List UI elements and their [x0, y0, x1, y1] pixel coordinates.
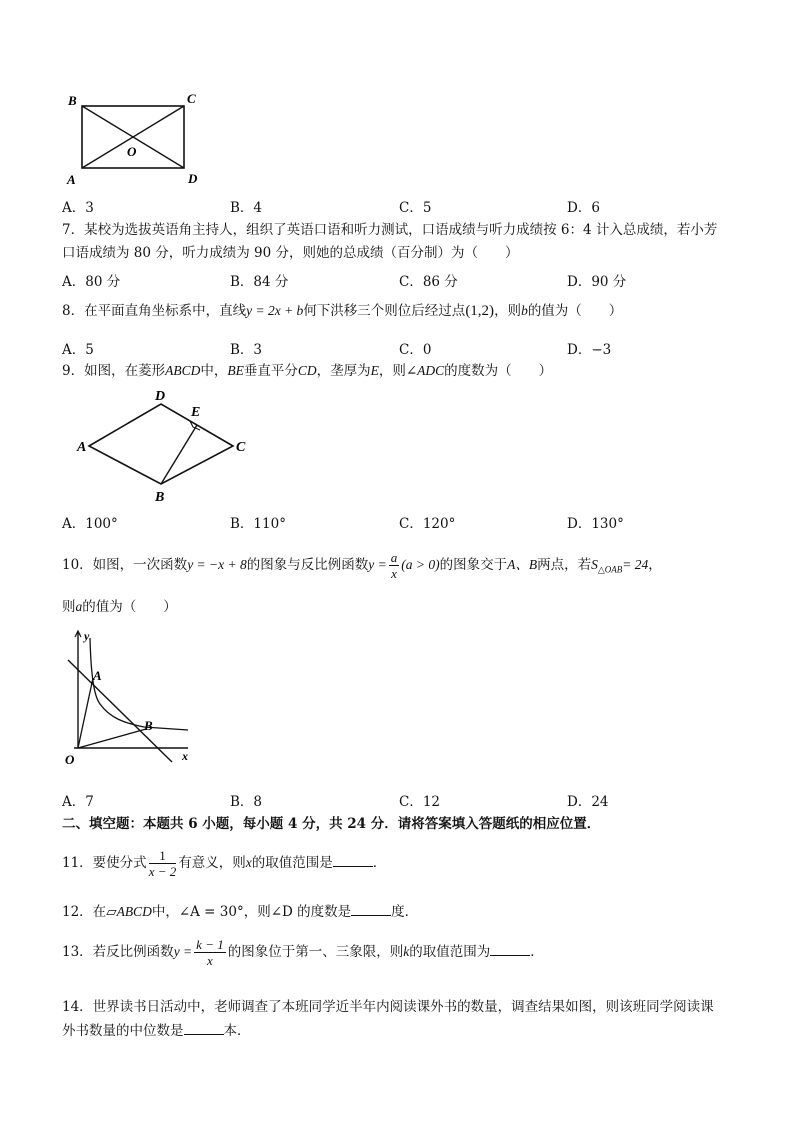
q8-pre: 8．在平面直角坐标系中，直线	[62, 303, 247, 319]
q9-be: BE	[227, 363, 244, 378]
q12-end: 度．	[391, 904, 419, 920]
q7-line2: 口语成绩为 80 分，听力成绩为 90 分，则她的总成绩（百分制）为（ ）	[62, 245, 519, 261]
q10-option-a[interactable]: A．7	[62, 794, 94, 810]
q9-mid2: 垂直平分	[243, 363, 298, 379]
q10-frac-den: x	[391, 566, 397, 581]
q10-line2-post: 的值为（ ）	[82, 599, 177, 615]
q10-line2-var: a	[75, 599, 83, 614]
q9-mid1: 中，	[200, 363, 228, 379]
q7-option-d[interactable]: D．90 分	[567, 274, 627, 290]
q13-answer-blank[interactable]	[490, 943, 530, 956]
q13-fraction	[194, 937, 226, 968]
q11-mid: 有意义，则	[178, 855, 246, 871]
q11-fraction	[149, 848, 177, 879]
q13-pre: 13．若反比例函数	[62, 944, 174, 960]
q9-e: E	[370, 363, 379, 378]
origin-label-o: O	[65, 752, 75, 767]
q10-stem	[62, 548, 662, 587]
vertex-label-b: B	[155, 490, 165, 505]
q8-var: b	[521, 303, 528, 318]
q9-pre: 9．如图，在菱形	[62, 363, 166, 379]
q11-frac-den: x − 2	[148, 864, 177, 879]
point-label-e: E	[191, 405, 201, 420]
vertex-label-d: D	[155, 389, 166, 404]
q12-answer-blank[interactable]	[351, 903, 391, 916]
rhombus-figure	[75, 384, 255, 506]
q8-option-c[interactable]: C．0	[399, 342, 432, 358]
q9-shape: ABCD	[165, 363, 201, 378]
q10-linear-eq: y = −x + 8	[187, 557, 247, 572]
q6-option-c[interactable]: C．5	[399, 200, 432, 216]
point-label-a: A	[93, 668, 102, 683]
q6-option-a[interactable]: A．3	[62, 200, 94, 216]
q9-cd: CD	[297, 363, 317, 378]
q11-stem	[62, 846, 386, 880]
axis-label-x: x	[182, 749, 188, 763]
q10-y-lhs: y =	[368, 557, 387, 572]
q13-var: k	[403, 944, 410, 959]
q11-var: x	[245, 855, 252, 870]
q8-post2: 的值为（ ）	[527, 303, 623, 319]
q12-mid: 中，∠A = 30°，则∠D 的度数是	[151, 904, 352, 920]
vertex-label-b: B	[68, 93, 77, 108]
rectangle-figure	[60, 88, 220, 188]
vertex-label-c: C	[236, 440, 246, 455]
q9-mid3: ，垄厚为	[316, 363, 371, 379]
q8-point: (1,2)	[465, 303, 495, 319]
q13-post: 的取值范围为	[409, 944, 491, 960]
q9-mid4: ，则∠	[378, 363, 418, 379]
q14-end: 本．	[223, 1023, 251, 1039]
q10-mid3: 两点，若	[537, 557, 592, 573]
q8-option-d[interactable]: D．−3	[567, 342, 612, 358]
section-2-header: 二、填空题：本题共 6 小题，每小题 4 分，共 24 分．请将答案填入答题纸的相应位置．	[62, 816, 601, 832]
q8-stem	[62, 302, 622, 320]
q14-answer-blank[interactable]	[184, 1022, 224, 1035]
q9-option-b[interactable]: B．110°	[230, 516, 286, 532]
vertex-label-a: A	[67, 172, 76, 187]
q14-line1: 14．世界读书日活动中，老师调查了本班同学近半年内阅读课外书的数量，调查结果如图，则该班同学阅读课	[62, 999, 714, 1015]
q10-area-sub: △OAB	[597, 564, 623, 575]
q7-option-b[interactable]: B．84 分	[230, 274, 289, 290]
q12-stem	[62, 903, 418, 921]
q10-line2-pre: 则	[62, 599, 76, 615]
q10-post: ，	[648, 557, 662, 573]
function-graph-figure	[60, 626, 200, 770]
q10-option-c[interactable]: C．12	[399, 794, 441, 810]
q6-option-d[interactable]: D．6	[567, 200, 600, 216]
vertex-label-c: C	[187, 91, 196, 106]
q10-option-b[interactable]: B．8	[230, 794, 263, 810]
q9-angle: ADC	[417, 363, 445, 378]
vertex-label-a: A	[77, 440, 87, 455]
q8-option-a[interactable]: A．5	[62, 342, 94, 358]
q8-equation: y = 2x + b	[246, 303, 304, 318]
point-label-b: B	[144, 718, 153, 733]
q13-frac-num: k − 1	[196, 937, 224, 952]
q11-pre: 11．要使分式	[62, 855, 147, 871]
q10-option-d[interactable]: D．24	[567, 794, 609, 810]
q11-end: ．	[372, 855, 387, 871]
q11-frac-num: 1	[149, 848, 177, 864]
q13-stem	[62, 935, 544, 969]
q13-end: ．	[530, 944, 544, 960]
q10-area-s: S	[591, 557, 598, 572]
q7-line1: 7．某校为选拔英语角主持人，组织了英语口语和听力测试，口语成绩与听力成绩按 6：4 计入总成绩，若小芳	[62, 222, 718, 238]
q10-line2	[62, 598, 177, 616]
q9-option-a[interactable]: A．100°	[62, 516, 118, 532]
q8-post1: ，则	[494, 303, 522, 319]
q9-option-d[interactable]: D．130°	[567, 516, 624, 532]
q10-points: A、B	[507, 557, 538, 572]
q10-condition: (a > 0)	[401, 557, 440, 572]
q10-mid1: 的图象与反比例函数	[246, 557, 369, 573]
q13-mid: 的图象位于第一、三象限，则	[227, 944, 404, 960]
q9-stem	[62, 362, 552, 380]
q14-line2-text: 外书数量的中位数是	[62, 1023, 184, 1039]
q9-option-c[interactable]: C．120°	[399, 516, 456, 532]
center-label-o: O	[127, 144, 137, 159]
q8-mid: 何下洪移三个则位后经过点	[303, 303, 466, 319]
q12-pre: 12．在	[62, 904, 107, 920]
axis-label-y: y	[84, 629, 90, 643]
q13-lhs: y =	[173, 944, 193, 959]
q7-option-a[interactable]: A．80 分	[62, 274, 121, 290]
q6-option-b[interactable]: B．4	[230, 200, 263, 216]
q11-answer-blank[interactable]	[333, 854, 373, 867]
q10-frac-num: a	[390, 550, 398, 565]
q7-option-c[interactable]: C．86 分	[399, 274, 458, 290]
q13-frac-den: x	[207, 953, 213, 968]
vertex-label-d: D	[188, 171, 198, 186]
q12-shape: ▱ABCD	[106, 904, 152, 919]
q10-pre: 10．如图，一次函数	[62, 557, 188, 573]
q8-option-b[interactable]: B．3	[230, 342, 263, 358]
q10-area-val: = 24	[622, 557, 649, 572]
q10-fraction	[389, 550, 400, 581]
q10-mid2: 的图象交于	[439, 557, 508, 573]
q11-post: 的取值范围是	[251, 855, 333, 871]
q9-post: 的度数为（ ）	[444, 363, 553, 379]
q14-line2	[62, 1022, 251, 1040]
